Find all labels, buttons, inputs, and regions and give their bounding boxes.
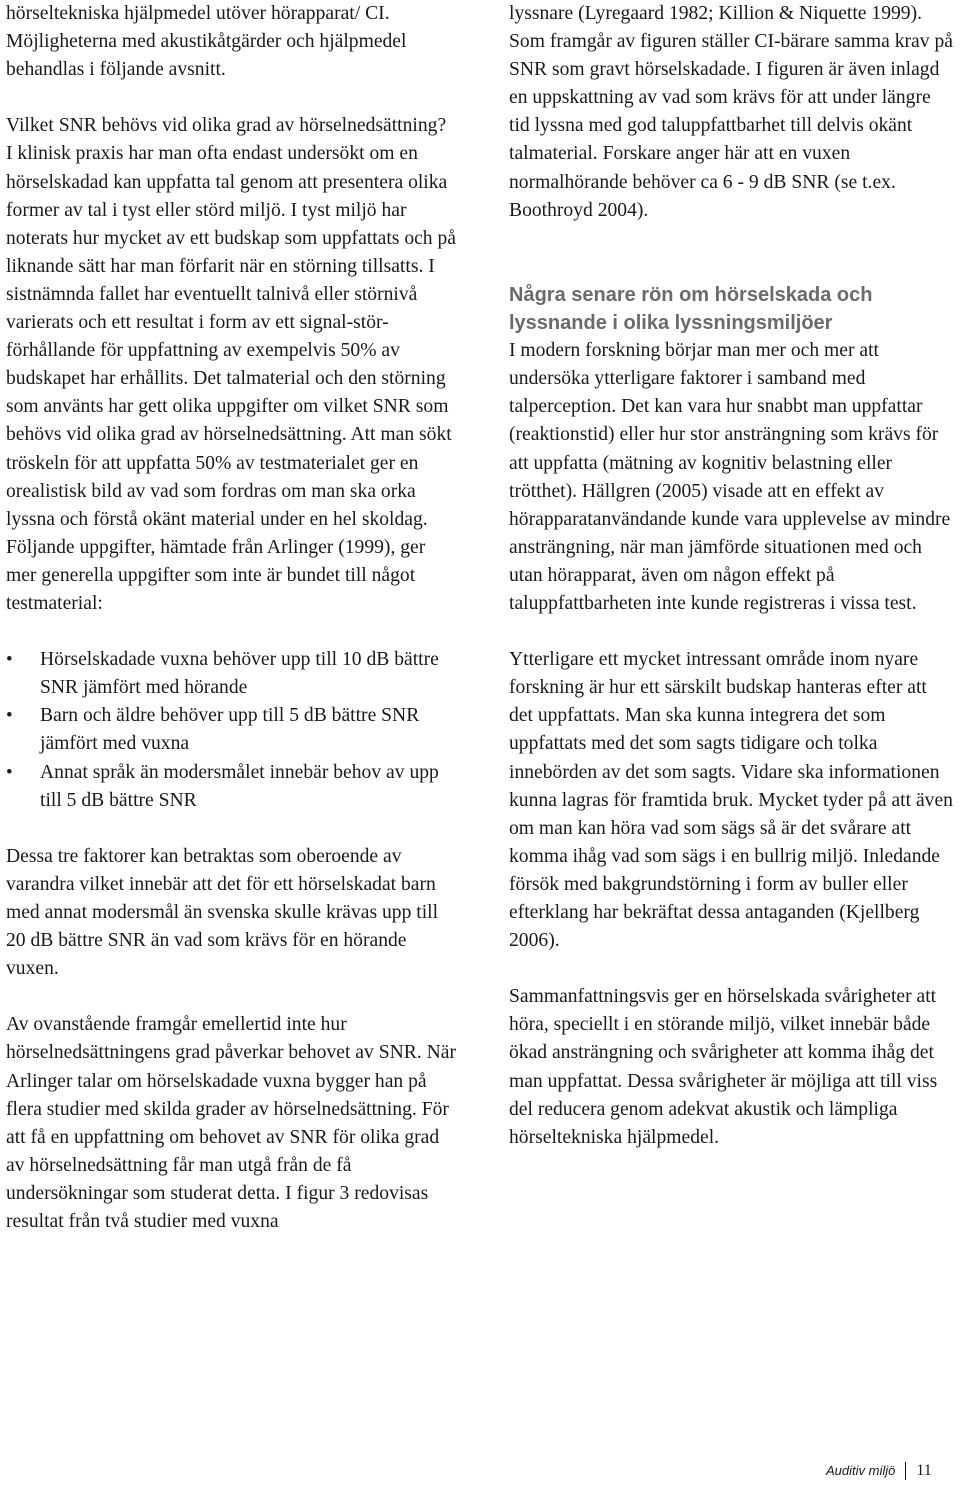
page-footer: [826, 1462, 932, 1480]
right-paragraph-2: I modern forskning börjar man mer och mer att undersöka ytterligare faktorer i samband med talperception. Det kan vara hur snabbt man uppfattar (reaktionstid) eller hur stor ansträngning som krävs för att uppfatta (mätning av kognitiv belastning eller trötthet). Hällgren (2005) visade att en effekt av hörapparatanvändande kunde vara upplevelse av mindre ansträngning, när man jämförde situationen med och utan hörapparat, även om någon effekt på taluppfattbarheten inte kunde registreras i vissa test.: [509, 340, 951, 614]
bullet-icon: •: [6, 761, 13, 783]
left-paragraph-3: Dessa tre faktorer kan betraktas som oberoende av varandra vilket innebär att det för ett hörselskadat barn med annat modersmål än svenska skulle krävas upp till 20 dB bättre SNR än vad som krävs för en hörande vuxen.: [6, 845, 439, 980]
list-item: • Barn och äldre behöver upp till 5 dB bättre SNR jämfört med vuxna: [6, 702, 456, 758]
section-heading: Några senare rön om hörselskada och lyssnande i olika lyssningsmiljöer: [509, 283, 873, 335]
right-paragraph-4: Sammanfattningsvis ger en hörselskada svårigheter att höra, speciellt i en störande miljö, vilket innebär både ökad ansträngning och svårigheter att komma ihåg det man uppfattat. Dessa svårigheter är möjliga att till viss del reducera genom adekvat akustik och lämpliga hörseltekniska hjälpmedel.: [509, 986, 938, 1148]
list-item: • Annat språk än modersmålet innebär behov av upp till 5 dB bättre SNR: [6, 759, 456, 815]
left-column: [6, 0, 456, 1236]
page-number: 11: [916, 1462, 932, 1479]
bullet-icon: •: [6, 649, 13, 671]
bullet-list: [6, 646, 456, 815]
footer-divider: [905, 1462, 906, 1480]
list-item: • Hörselskadade vuxna behöver upp till 10 dB bättre SNR jämfört med hörande: [6, 646, 456, 702]
bullet-icon: •: [6, 705, 13, 727]
left-paragraph-1: hörseltekniska hjälpmedel utöver hörapparat/ CI. Möjligheterna med akustikåtgärder och hjälpmedel behandlas i följande avsnitt.: [6, 3, 407, 81]
left-paragraph-4: Av ovanstående framgår emellertid inte hur hörselnedsättningens grad påverkar behovet av SNR. När Arlinger talar om hörselskadade vuxna bygger han på flera studier med skilda grader av hörselnedsättning. För att få en uppfattning om behovet av SNR för olika grad av hörselnedsättning får man utgå från de få undersökningar som studerat detta. I figur 3 redovisas resultat från två studier med vuxna: [6, 1014, 456, 1233]
right-column: [509, 0, 954, 1152]
right-paragraph-3: Ytterligare ett mycket intressant område inom nyare forskning är hur ett särskilt budskap hanteras efter att det uppfattats. Man ska kunna integrera det som uppfattats med det som sagts tidigare och tolka innebörden av det som sagts. Vidare ska informationen kunna lagras för framtida bruk. Mycket tyder på att även om man kan höra vad som sägs så är det svårare att komma ihåg vad som sägs i en bullrig miljö. Inledande försök med bakgrundstörning i form av buller eller efterklang har bekräftat dessa antaganden (Kjellberg 2006).: [509, 649, 953, 952]
right-paragraph-1: lyssnare (Lyregaard 1982; Killion & Niquette 1999). Som framgår av figuren ställer CI-bärare samma krav på SNR som gravt hörselskadade. I figuren är även inlagd en uppskattning av vad som krävs för att under längre tid lyssna med god taluppfattbarhet till delvis okänt talmaterial. Forskare anger här att en vuxen normalhörande behöver ca 6 - 9 dB SNR (se t.ex. Boothroyd 2004).: [509, 3, 953, 221]
left-paragraph-2: Vilket SNR behövs vid olika grad av hörselnedsättning? I klinisk praxis har man ofta endast undersökt om en hörselskadad kan uppfatta tal genom att presentera olika former av tal i tyst eller störd miljö. I tyst miljö har noterats hur mycket av ett budskap som uppfattats och på liknande sätt har man förfarit när en störning tillsatts. I sistnämnda fallet har eventuellt talnivå eller störnivå varierats och ett resultat i form av ett signal-stör-förhållande för uppfattning av exempelvis 50% av budskapet har erhållits. Det talmaterial och den störning som använts har gett olika uppgifter om vilket SNR som behövs vid olika grad av hörselnedsättning. Att man sökt tröskeln för att uppfatta 50% av testmaterialet ger en orealistisk bild av vad som fordras om man ska orka lyssna och förstå okänt material under en hel skoldag. Följande uppgifter, hämtade från Arlinger (1999), ger mer generella uppgifter som inte är bundet till något testmaterial:: [6, 115, 456, 614]
footer-label: Auditiv miljö: [826, 1463, 896, 1478]
